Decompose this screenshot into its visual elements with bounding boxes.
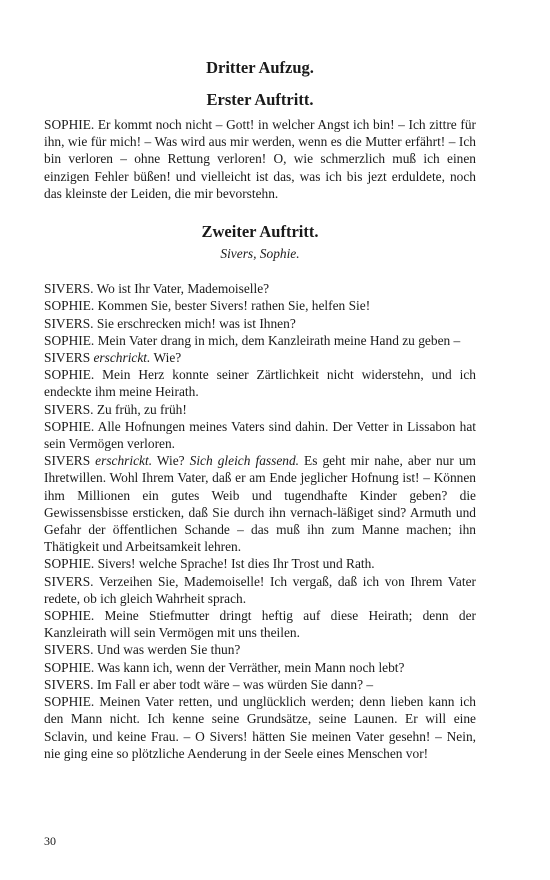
dialogue-line xyxy=(44,607,476,641)
page-content xyxy=(44,50,476,762)
dialogue-line xyxy=(44,452,476,555)
act-title: Dritter Aufzug. xyxy=(206,58,314,77)
line-text: Wo ist Ihr Vater, Mademoiselle? xyxy=(93,281,270,297)
speaker-name: SOPHIE. xyxy=(44,659,95,675)
cast-list: Sivers, Sophie. xyxy=(220,246,300,262)
page-number: 30 xyxy=(44,834,56,848)
line-text: Wie? xyxy=(152,453,185,469)
speaker-name: SOPHIE. xyxy=(44,608,95,624)
monologue-paragraph: SOPHIE. Er kommt noch nicht – Gott! in welcher Angst ich bin! – Ich zittre für ihn, wie für mich! – Was wird aus mir werden, wenn es die Mutter erfährt! – Ich bin verloren – ohne Rettung verloren! O, wie schmerzlich muß ich einen einzigen Fehler büßen! und vielleicht ist das, was ich bis jezt erduldete, noch das kleinste der Leiden, die mir bevorstehn. xyxy=(44,117,476,201)
speaker-name: SOPHIE. xyxy=(44,298,95,314)
line-text: Sivers! welche Sprache! Ist dies Ihr Trost und Rath. xyxy=(94,556,375,572)
dialogue-line xyxy=(44,280,476,297)
line-text: Zu früh, zu früh! xyxy=(93,401,187,417)
speaker-name: SOPHIE. xyxy=(44,694,95,710)
dialogue-line xyxy=(44,641,476,658)
scene-title: Zweiter Auftritt. xyxy=(201,222,319,242)
line-text: Verzeihen Sie, Mademoiselle! Ich vergaß, daß ich von Ihrem Vater redete, ob ich gleich Wahrheit sprach. xyxy=(44,573,476,606)
line-text: Mein Vater drang in mich, dem Kanzleirath meine Hand zu geben – xyxy=(94,332,461,348)
speaker-name: SIVERS xyxy=(44,350,91,366)
dialogue-line xyxy=(44,555,476,572)
stage-direction: Sich gleich fassend. xyxy=(184,453,300,469)
dialogue-line xyxy=(44,332,476,349)
speaker-name: SIVERS xyxy=(44,453,91,469)
stage-direction: erschrickt. xyxy=(90,453,153,469)
speaker-name: SOPHIE. xyxy=(44,556,95,572)
line-text: Meinen Vater retten, und unglücklich werden; denn lieben kann ich den Mann nicht. Ich kenne seine Grundsätze, seine Launen. Er will eine Sclavin, und keine Frau. – O Sivers! hätten Sie meinen Vater gesehn! – Nein, nie ging eine so plötzliche Aenderung in der Seele eines Menschen vor! xyxy=(44,694,476,761)
line-text: Was kann ich, wenn der Verräther, mein Mann noch lebt? xyxy=(94,659,405,675)
dialogue-line xyxy=(44,418,476,452)
scene-title: Erster Auftritt. xyxy=(206,90,314,109)
line-text: Mein Herz konnte seiner Zärtlichkeit nicht widerstehn, und ich endeckte ihm meine Heirath. xyxy=(44,367,476,400)
line-text: Im Fall er aber todt wäre – was würden Sie dann? – xyxy=(93,676,374,692)
speaker-name: SIVERS. xyxy=(44,573,94,589)
dialogue-line xyxy=(44,659,476,676)
line-text: Es geht mir nahe, aber nur um Ihretwillen. Wohl Ihrem Vater, daß er am Ende jeglicher Hofnung ist! – Können ihm Millionen ein gutes Weib und tugendhafte Kinder geben? die Gewissensbisse ersticken, daß Sie durch ihn vernach-läßiget sind? Armuth und Gefahr der öffentlichen Schande – das muß ihn zum Manne machen; ihn Thätigkeit und Arbeitsamkeit lehren. xyxy=(44,453,476,555)
speaker-name: SIVERS. xyxy=(44,642,94,658)
dialogue-line xyxy=(44,315,476,332)
dialogue-line xyxy=(44,676,476,693)
stage-direction: erschrickt. xyxy=(90,350,151,366)
dialogue xyxy=(44,280,476,762)
speaker-name: SIVERS. xyxy=(44,401,94,417)
line-text: Kommen Sie, bester Sivers! rathen Sie, helfen Sie! xyxy=(94,298,371,314)
speaker-name: SOPHIE. xyxy=(44,367,95,383)
speaker-name: SIVERS. xyxy=(44,676,94,692)
speaker-name: SOPHIE. xyxy=(44,332,95,348)
dialogue-line xyxy=(44,297,476,314)
speaker-name: SIVERS. xyxy=(44,281,94,297)
dialogue-line xyxy=(44,349,476,366)
line-text: Sie erschrecken mich! was ist Ihnen? xyxy=(93,315,296,331)
dialogue-line xyxy=(44,573,476,607)
dialogue-line xyxy=(44,401,476,418)
speaker-name: SOPHIE. xyxy=(44,418,95,434)
line-text: Meine Stiefmutter dringt heftig auf diese Heirath; denn der Kanzleirath will sein Vermögen mit uns theilen. xyxy=(44,608,476,641)
line-text: Und was werden Sie thun? xyxy=(93,642,241,658)
dialogue-line xyxy=(44,366,476,400)
line-text: Wie? xyxy=(150,350,182,366)
dialogue-line xyxy=(44,693,476,762)
speaker-name: SIVERS. xyxy=(44,315,94,331)
line-text: Alle Hofnungen meines Vaters sind dahin. Der Vetter in Lissabon hat sein Vermögen verloren. xyxy=(44,418,476,452)
